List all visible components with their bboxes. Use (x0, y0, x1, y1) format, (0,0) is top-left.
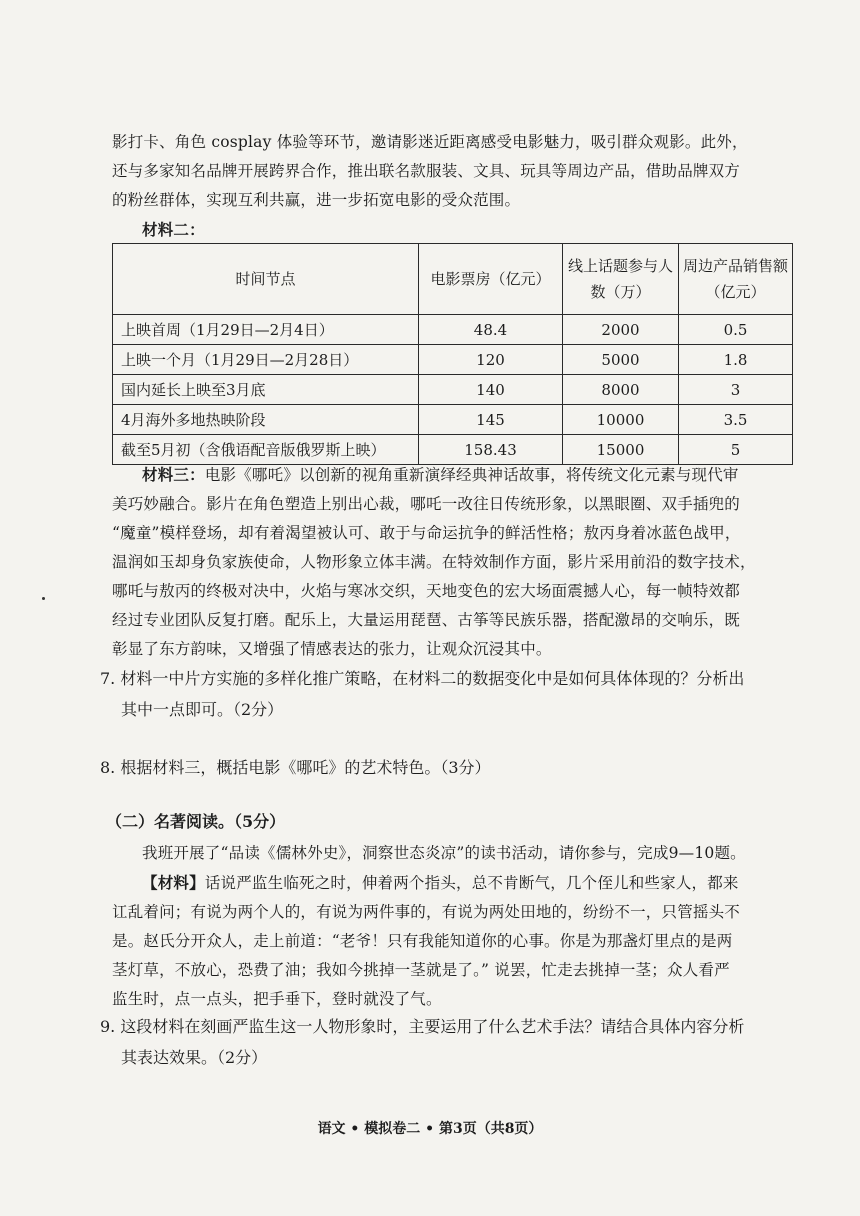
question-9 (100, 1011, 800, 1073)
question-text: 其表达效果。（2分） (121, 1048, 268, 1067)
text-line: 温润如玉却身负家族使命，人物形象立体丰满。在特效制作方面，影片采用前沿的数字技术， (112, 553, 756, 571)
text-line: 电影《哪吒》以创新的视角重新演绎经典神话故事，将传统文化元素与现代审 (204, 466, 739, 484)
text-line: 哪吒与敖丙的终极对决中，火焰与寒冰交织，天地变色的宏大场面震撼人心，每一帧特效都 (112, 582, 741, 600)
text-line: 监生时，点一点头，把手垂下，登时就没了气。 (112, 990, 442, 1008)
text-line: 彰显了东方韵味，又增强了情感表达的张力，让观众沉浸其中。 (112, 640, 552, 658)
text-line: 茎灯草，不放心，恐费了油；我如今挑掉一茎就是了。” 说罢，忙走去挑掉一茎；众人看严 (112, 961, 730, 979)
text-line: 是。赵氏分开众人，走上前道：“老爷！只有我能知道你的心事。你是为那盏灯里点的是两 (112, 932, 733, 950)
table-header-row (113, 244, 793, 315)
table-cell: 国内延长上映至3月底 (113, 375, 419, 405)
table-cell: 2000 (563, 315, 679, 345)
text-line: 话说严监生临死之时，伸着两个指头，总不肯断气，几个侄儿和些家人，都来 (204, 874, 739, 892)
text-line: 美巧妙融合。影片在角色塑造上别出心裁，哪吒一改往日传统形象，以黑眼圈、双手插兜的 (112, 495, 741, 513)
table-cell: 上映一个月（1月29日—2月28日） (113, 345, 419, 375)
material3 (112, 460, 792, 664)
text-line: “魔童”模样登场，却有着渴望被认可、敢于与命运抗争的鲜活性格；敖丙身着冰蓝色战甲， (112, 524, 741, 542)
text-line: 讧乱着问；有说为两个人的，有说为两件事的，有说为两处田地的，纷纷不一，只管摇头不 (112, 903, 741, 921)
text-line: 还与多家知名品牌开展跨界合作，推出联名款服装、文具、玩具等周边产品，借助品牌双方 (112, 162, 741, 180)
material3-label: 材料三： (142, 465, 205, 484)
table-cell: 5000 (563, 345, 679, 375)
text-line: 的粉丝群体，实现互利共赢，进一步拓宽电影的受众范围。 (112, 191, 521, 209)
table-row (113, 405, 793, 435)
stray-dot (42, 597, 45, 600)
question-text: 7. 材料一中片方实施的多样化推广策略，在材料二的数据变化中是如何具体体现的？分析出 (100, 669, 745, 688)
text-line: 经过专业团队反复打磨。配乐上，大量运用琵琶、古筝等民族乐器，搭配激昂的交响乐，既 (112, 611, 741, 629)
table-cell: 截至5月初（含俄语配音版俄罗斯上映） (113, 435, 419, 465)
section-intro: 我班开展了“品读《儒林外史》，洞察世态炎凉”的读书活动，请你参与，完成9—10题。 (142, 844, 746, 862)
excerpt (112, 868, 792, 1014)
table-cell: 145 (419, 405, 563, 435)
material2-label: 材料二： (142, 220, 205, 239)
table-cell: 48.4 (419, 315, 563, 345)
table-cell: 15000 (563, 435, 679, 465)
table-row (113, 315, 793, 345)
table-header-time: 时间节点 (113, 244, 419, 315)
table-cell: 3.5 (679, 405, 793, 435)
table-cell: 上映首周（1月29日—2月4日） (113, 315, 419, 345)
excerpt-label: 【材料】 (142, 873, 205, 892)
text-line: 影打卡、角色 cosplay 体验等环节，邀请影迷近距离感受电影魅力，吸引群众观影。此外， (112, 133, 748, 151)
table-cell: 140 (419, 375, 563, 405)
question-text: 9. 这段材料在刻画严监生这一人物形象时，主要运用了什么艺术手法？请结合具体内容分析 (100, 1017, 745, 1036)
page-footer: 语文 • 模拟卷二 • 第3页（共8页） (317, 1121, 543, 1137)
table-row (113, 345, 793, 375)
table-cell: 3 (679, 375, 793, 405)
table-cell: 1.8 (679, 345, 793, 375)
box-office-table (112, 243, 793, 465)
question-text: 8. 根据材料三，概括电影《哪吒》的艺术特色。（3分） (100, 758, 491, 777)
table-cell: 4月海外多地热映阶段 (113, 405, 419, 435)
table-cell: 120 (419, 345, 563, 375)
table-header-participants: 线上话题参与人数（万） (563, 244, 679, 315)
table-cell: 8000 (563, 375, 679, 405)
question-7 (100, 663, 800, 725)
table-cell: 0.5 (679, 315, 793, 345)
section-title: （二）名著阅读。（5分） (106, 812, 286, 831)
material1-continuation (112, 128, 792, 215)
table-cell: 10000 (563, 405, 679, 435)
table-cell: 158.43 (419, 435, 563, 465)
question-text: 其中一点即可。（2分） (121, 700, 284, 719)
table-row (113, 375, 793, 405)
table-cell: 5 (679, 435, 793, 465)
question-8 (100, 752, 800, 783)
table-header-merch-sales: 周边产品销售额（亿元） (679, 244, 793, 315)
table-header-box-office: 电影票房（亿元） (419, 244, 563, 315)
